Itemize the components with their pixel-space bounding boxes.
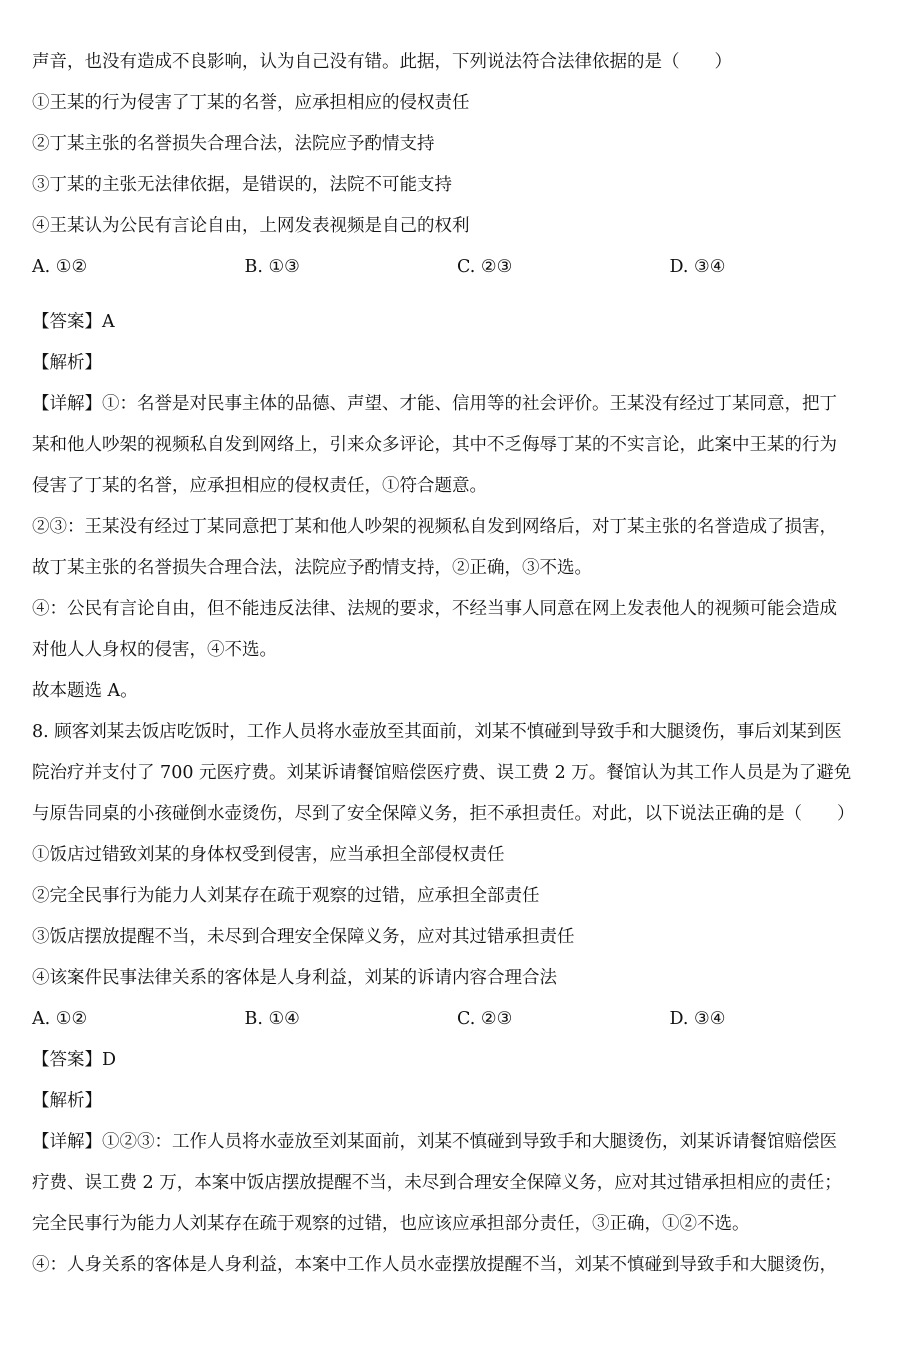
q7-analysis-line: 【详解】①：名誉是对民事主体的品德、声望、才能、信用等的社会评价。王某没有经过丁某同意，把丁: [32, 394, 837, 414]
q7-analysis-line: 侵害了丁某的名誉，应承担相应的侵权责任，①符合题意。: [32, 476, 487, 496]
q7-analysis-line: ④：公民有言论自由，但不能违反法律、法规的要求，不经当事人同意在网上发表他人的视频可能会造成: [32, 599, 837, 619]
q7-options: [32, 247, 882, 288]
q7-analysis-line: 对他人人身权的侵害，④不选。: [32, 640, 277, 660]
q8-analysis-line: ④：人身关系的客体是人身利益，本案中工作人员水壶摆放提醒不当，刘某不慎碰到导致手和大腿烫伤，: [32, 1255, 837, 1275]
q7-option-a: A. ①②: [32, 257, 88, 277]
q7-answer: 【答案】A: [32, 312, 115, 332]
q8-statement-4: ④该案件民事法律关系的客体是人身利益，刘某的诉请内容合理合法: [32, 968, 557, 988]
q7-analysis-label: 【解析】: [32, 353, 102, 373]
q8-option-a: A. ①②: [32, 1009, 88, 1029]
q8-analysis-line: 【详解】①②③：工作人员将水壶放至刘某面前，刘某不慎碰到导致手和大腿烫伤，刘某诉请餐馆赔偿医: [32, 1132, 837, 1152]
q8-answer: 【答案】D: [32, 1050, 117, 1070]
q7-option-c: C. ②③: [457, 257, 513, 277]
q7-option-b: B. ①③: [244, 257, 300, 277]
q7-statement-1: ①王某的行为侵害了丁某的名誉，应承担相应的侵权责任: [32, 93, 470, 113]
q7-analysis-line: 某和他人吵架的视频私自发到网络上，引来众多评论，其中不乏侮辱丁某的不实言论，此案中王某的行为: [32, 435, 837, 455]
q8-statement-2: ②完全民事行为能力人刘某存在疏于观察的过错，应承担全部责任: [32, 886, 540, 906]
q7-analysis-line: 故丁某主张的名誉损失合理合法，法院应予酌情支持，②正确，③不选。: [32, 558, 592, 578]
q7-stem-tail: 声音，也没有造成不良影响，认为自己没有错。此据，下列说法符合法律依据的是（ ）: [32, 52, 732, 72]
q8-option-d: D. ③④: [669, 1009, 726, 1029]
q8-option-b: B. ①④: [244, 1009, 300, 1029]
q8-stem-line: 8. 顾客刘某去饭店吃饭时，工作人员将水壶放至其面前，刘某不慎碰到导致手和大腿烫伤，事后刘某到医: [32, 722, 842, 742]
q8-stem-line: 与原告同桌的小孩碰倒水壶烫伤，尽到了安全保障义务，拒不承担责任。对此，以下说法正确的是（ ）: [32, 804, 855, 824]
q8-stem-line: 院治疗并支付了 700 元医疗费。刘某诉请餐馆赔偿医疗费、误工费 2 万。餐馆认为其工作人员是为了避免: [32, 763, 852, 783]
q8-option-c: C. ②③: [457, 1009, 513, 1029]
q7-statement-4: ④王某认为公民有言论自由，上网发表视频是自己的权利: [32, 216, 470, 236]
q8-analysis-line: 完全民事行为能力人刘某存在疏于观察的过错，也应该应承担部分责任，③正确，①②不选。: [32, 1214, 750, 1234]
q7-statement-2: ②丁某主张的名誉损失合理合法，法院应予酌情支持: [32, 134, 435, 154]
q8-statement-3: ③饭店摆放提醒不当，未尽到合理安全保障义务，应对其过错承担责任: [32, 927, 575, 947]
q8-analysis-line: 疗费、误工费 2 万，本案中饭店摆放提醒不当，未尽到合理安全保障义务，应对其过错承担相应的责任；: [32, 1173, 842, 1193]
q7-conclusion: 故本题选 A。: [32, 681, 138, 701]
q8-statement-1: ①饭店过错致刘某的身体权受到侵害，应当承担全部侵权责任: [32, 845, 505, 865]
q8-analysis-label: 【解析】: [32, 1091, 102, 1111]
q7-analysis-line: ②③：王某没有经过丁某同意把丁某和他人吵架的视频私自发到网络后，对丁某主张的名誉造成了损害，: [32, 517, 837, 537]
q8-options: [32, 999, 882, 1040]
document-page: [32, 42, 882, 1286]
q7-statement-3: ③丁某的主张无法律依据，是错误的，法院不可能支持: [32, 175, 452, 195]
q7-option-d: D. ③④: [669, 257, 726, 277]
